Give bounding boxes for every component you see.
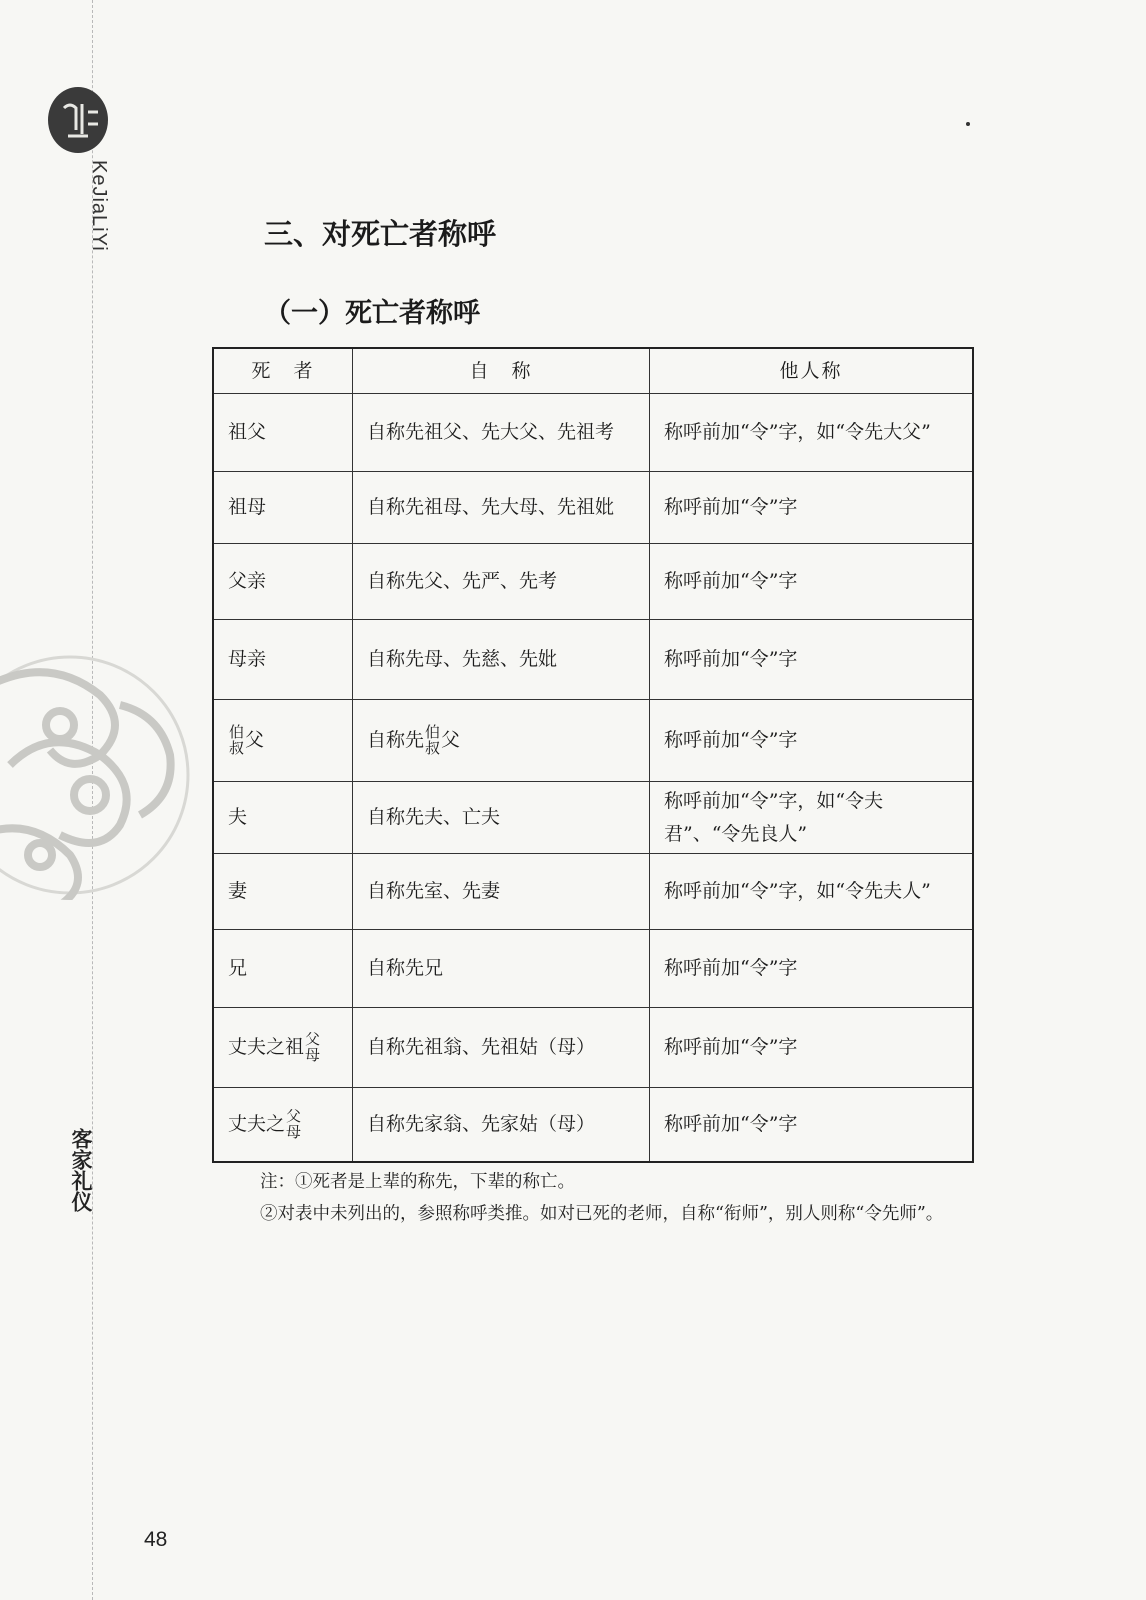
note-1: 注：①死者是上辈的称先，下辈的称亡。 [260,1172,575,1192]
cell-self: 自称先祖母、先大母、先祖妣 [353,472,650,544]
stack-top: 父 [305,1030,321,1049]
table-row [213,700,973,782]
stack-top: 父 [286,1107,302,1126]
cell-others: 称呼前加“令”字，如“令先夫人” [650,854,974,930]
cell-deceased: 祖母 [213,472,353,544]
cell-others: 称呼前加“令”字 [650,544,974,620]
cell-others: 称呼前加“令”字 [650,620,974,700]
table-notes [226,1166,982,1230]
stack-suffix: 父 [245,729,265,752]
cell-others: 称呼前加“令”字，如“令夫君”、“令先良人” [650,782,974,854]
self-suffix: 父 [441,729,461,752]
cell-others: 称呼前加“令”字 [650,930,974,1008]
cell-deceased [213,1008,353,1088]
cell-self: 自称先兄 [353,930,650,1008]
cell-self: 自称先祖翁、先祖姑（母） [353,1008,650,1088]
cell-deceased: 夫 [213,782,353,854]
decorative-ornament-icon [0,645,200,905]
table-row [213,1088,973,1162]
appellation-table [212,347,974,1163]
cell-others: 称呼前加“令”字，如“令先大父” [650,394,974,472]
cell-self: 自称先母、先慈、先妣 [353,620,650,700]
cell-deceased [213,1088,353,1162]
table-row [213,394,973,472]
seal-logo-icon [44,86,112,154]
running-title-cn: 客家礼仪 [69,1128,93,1212]
header-others: 他人称 [650,348,974,394]
cell-deceased: 祖父 [213,394,353,472]
cell-deceased [213,700,353,782]
cell-deceased: 母亲 [213,620,353,700]
table-row [213,854,973,930]
stack-bottom: 母 [286,1122,302,1141]
note-2: ②对表中未列出的，参照称呼类推。如对已死的老师，自称“衔师”，别人则称“令先师”。 [260,1204,944,1224]
table-row [213,782,973,854]
table-row [213,544,973,620]
cell-deceased: 妻 [213,854,353,930]
running-title-en: KeJiaLiYi [88,160,110,252]
table-row [213,930,973,1008]
cell-others: 称呼前加“令”字 [650,1088,974,1162]
stack-bottom: 叔 [229,739,245,758]
page-number: 48 [144,1528,168,1551]
cell-deceased: 兄 [213,930,353,1008]
table-header-row [213,348,973,394]
cell-deceased: 父亲 [213,544,353,620]
cell-self: 自称先家翁、先家姑（母） [353,1088,650,1162]
header-deceased: 死 者 [213,348,353,394]
header-self: 自 称 [353,348,650,394]
stack-bottom: 叔 [425,739,441,758]
stack-bottom: 母 [305,1046,321,1065]
cell-self: 自称先父、先严、先考 [353,544,650,620]
print-speck [966,122,970,126]
stack-top: 伯 [229,723,245,742]
stack-top: 伯 [425,723,441,742]
cell-others: 称呼前加“令”字 [650,700,974,782]
deceased-prefix: 丈夫之祖 [228,1036,305,1059]
cell-self: 自称先祖父、先大父、先祖考 [353,394,650,472]
table-row [213,620,973,700]
section-title: 三、对死亡者称呼 [264,217,497,251]
table-row [213,472,973,544]
subsection-title: （一）死亡者称呼 [264,298,480,329]
deceased-prefix: 丈夫之 [228,1112,286,1135]
cell-self: 自称先夫、亡夫 [353,782,650,854]
cell-self: 自称先室、先妻 [353,854,650,930]
table-row [213,1008,973,1088]
cell-self [353,700,650,782]
cell-others: 称呼前加“令”字 [650,472,974,544]
cell-others: 称呼前加“令”字 [650,1008,974,1088]
self-prefix: 自称先 [367,729,425,752]
